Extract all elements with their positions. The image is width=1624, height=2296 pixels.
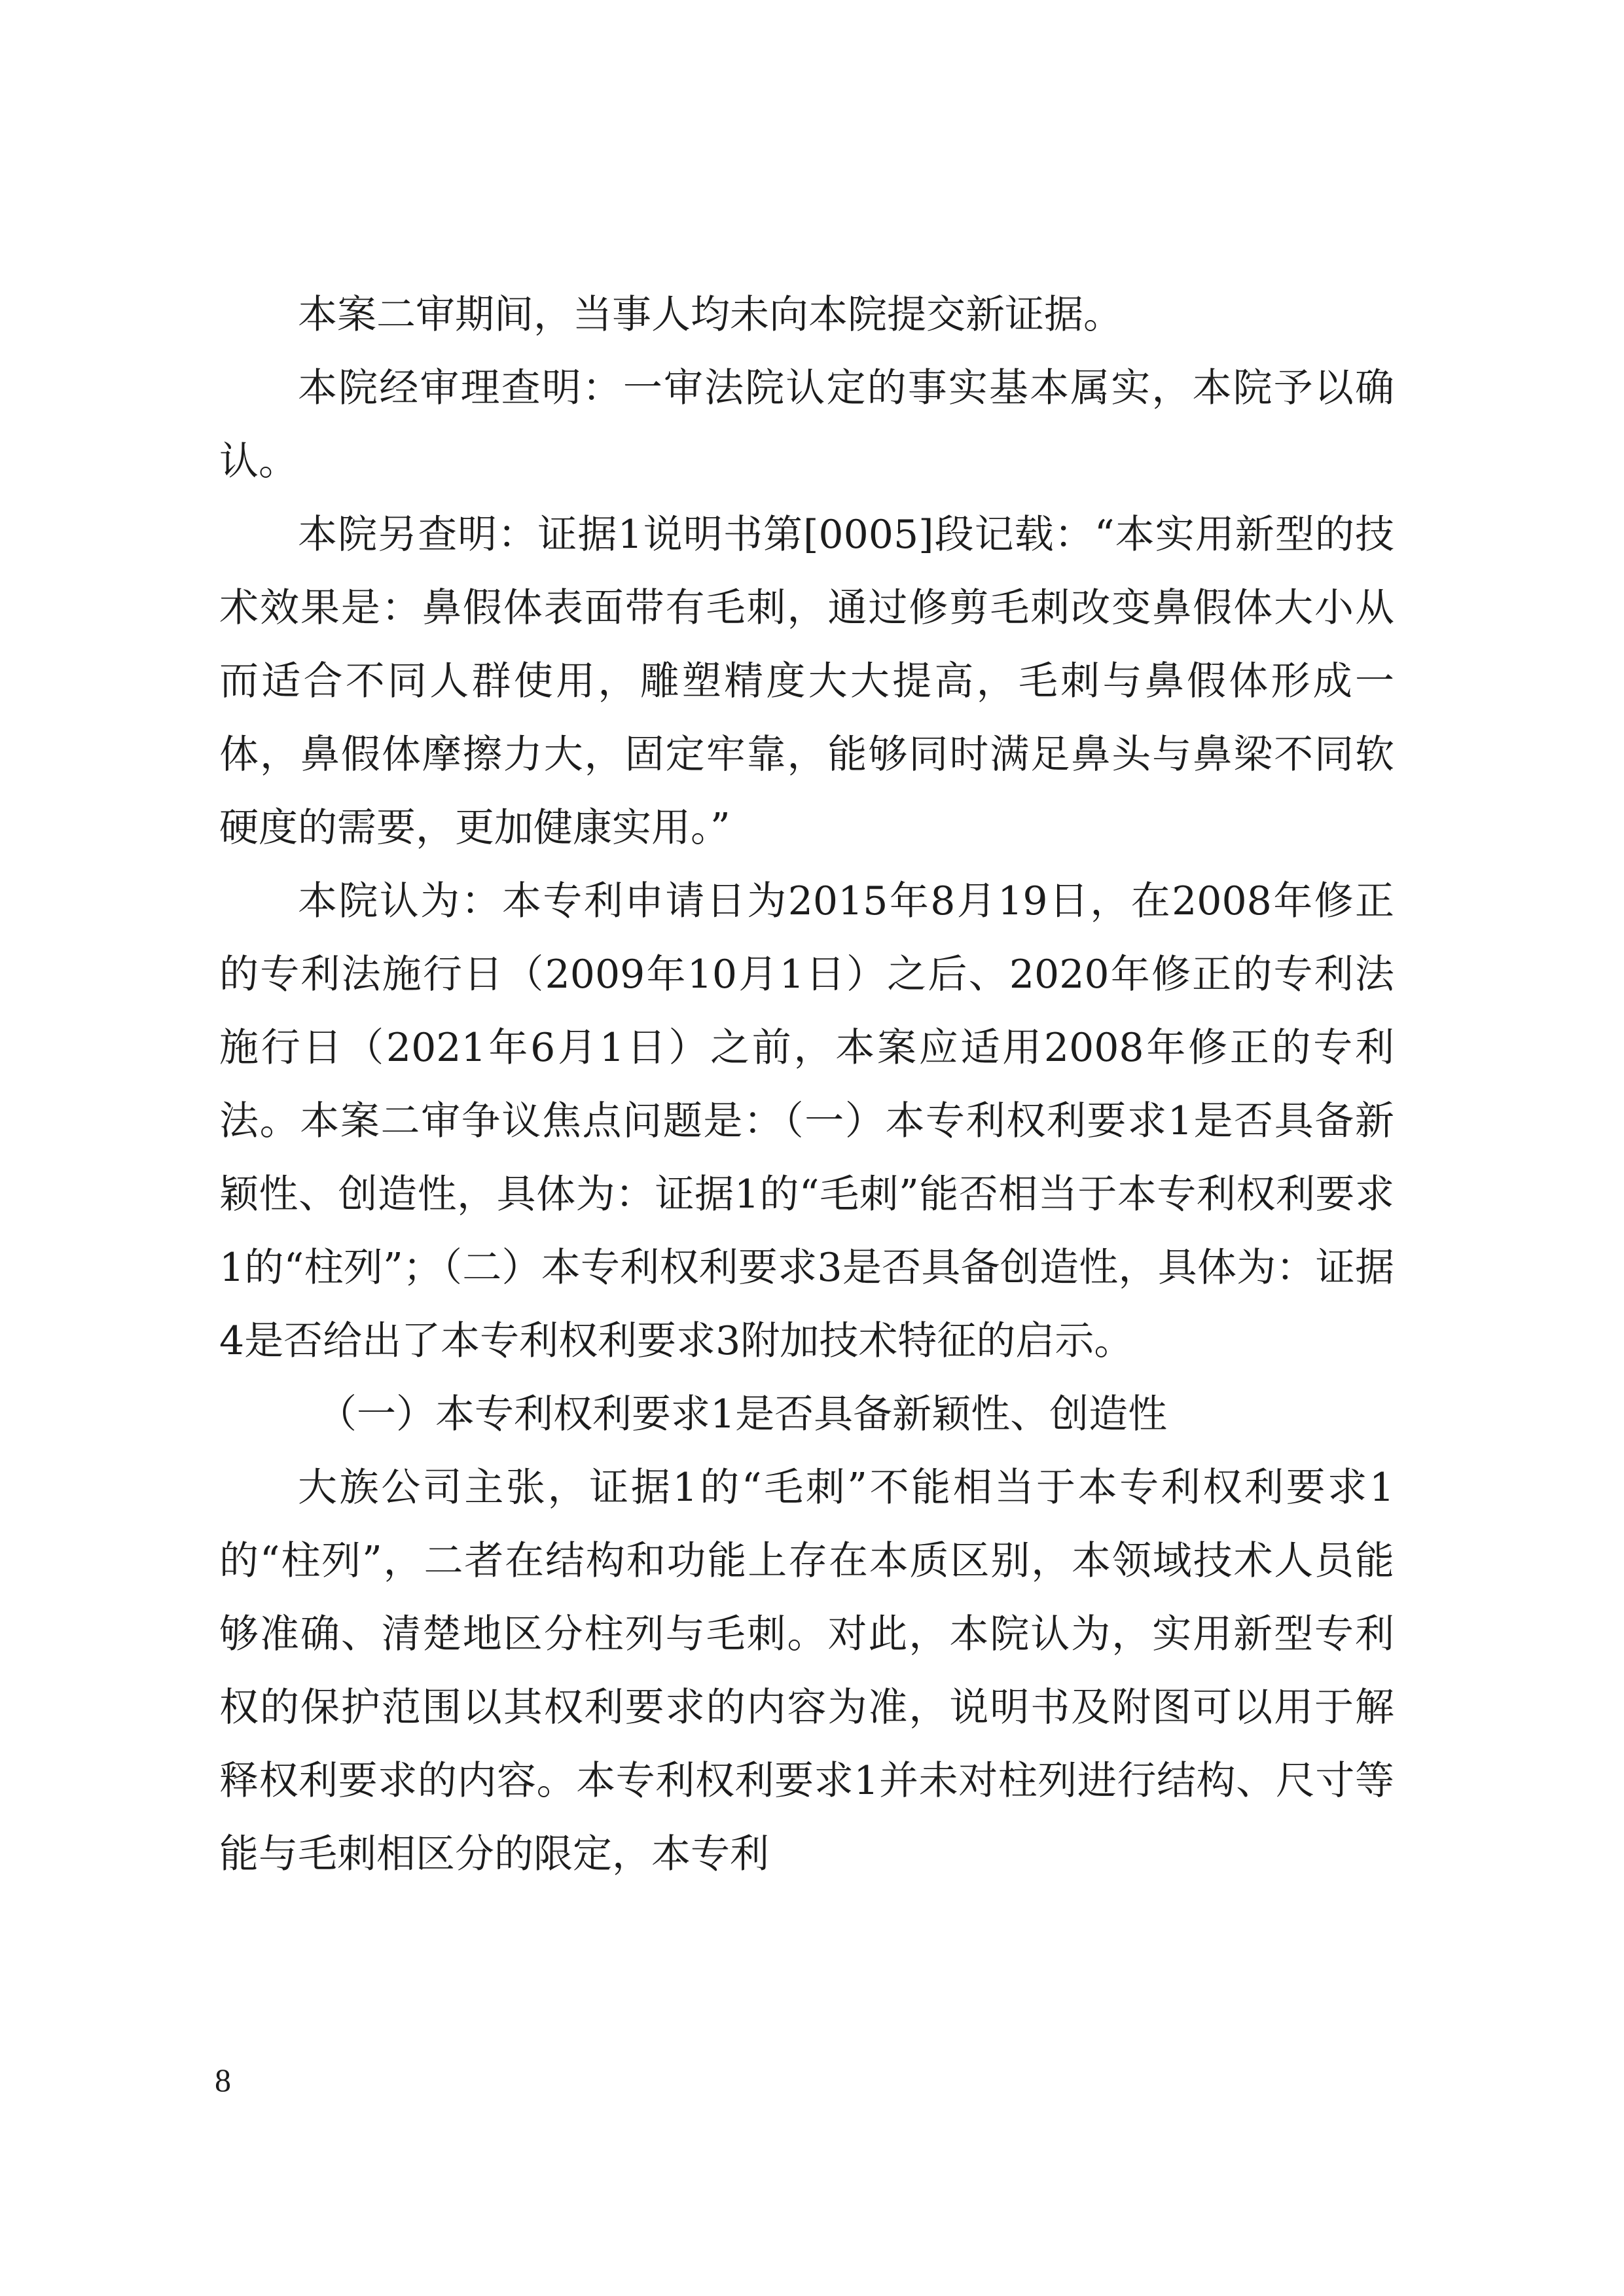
paragraph-court-opinion: 本院认为：本专利申请日为2015年8月19日，在2008年修正的专利法施行日（2009年10月1日）之后、2020年修正的专利法施行日（2021年6月1日）之前，本案应适用2008年修正的专利法。本案二审争议焦点问题是：（一）本专利权利要求1是否具备新颖性、创造性，具体为：证据1的“毛刺”能否相当于本专利权利要求1的“柱列”；（二）本专利权利要求3是否具备创造性，具体为：证据4是否给出了本专利权利要求3附加技术特征的启示。 <box>219 878 1394 1364</box>
paragraph-facts-confirmed: 本院经审理查明：一审法院认定的事实基本属实，本院予以确认。 <box>219 365 1394 484</box>
section-heading: （一）本专利权利要求1是否具备新颖性、创造性 <box>317 1391 1168 1437</box>
page-number: 8 <box>215 2062 231 2098</box>
body-text <box>219 278 1394 1891</box>
paragraph-additional-findings: 本院另查明：证据1说明书第[0005]段记载：“本实用新型的技术效果是：鼻假体表面带有毛刺，通过修剪毛刺改变鼻假体大小从而适合不同人群使用，雕塑精度大大提高，毛刺与鼻假体形成一体，鼻假体摩擦力大，固定牢靠，能够同时满足鼻头与鼻梁不同软硬度的需要，更加健康实用。” <box>219 512 1394 851</box>
paragraph-no-new-evidence: 本案二审期间，当事人均未向本院提交新证据。 <box>298 292 1123 338</box>
paragraph-dazu-claim: 大族公司主张，证据1的“毛刺”不能相当于本专利权利要求1的“柱列”，二者在结构和功能上存在本质区别，本领域技术人员能够准确、清楚地区分柱列与毛刺。对此，本院认为，实用新型专利权的保护范围以其权利要求的内容为准，说明书及附图可以用于解释权利要求的内容。本专利权利要求1并未对柱列进行结构、尺寸等能与毛刺相区分的限定，本专利 <box>219 1465 1394 1877</box>
